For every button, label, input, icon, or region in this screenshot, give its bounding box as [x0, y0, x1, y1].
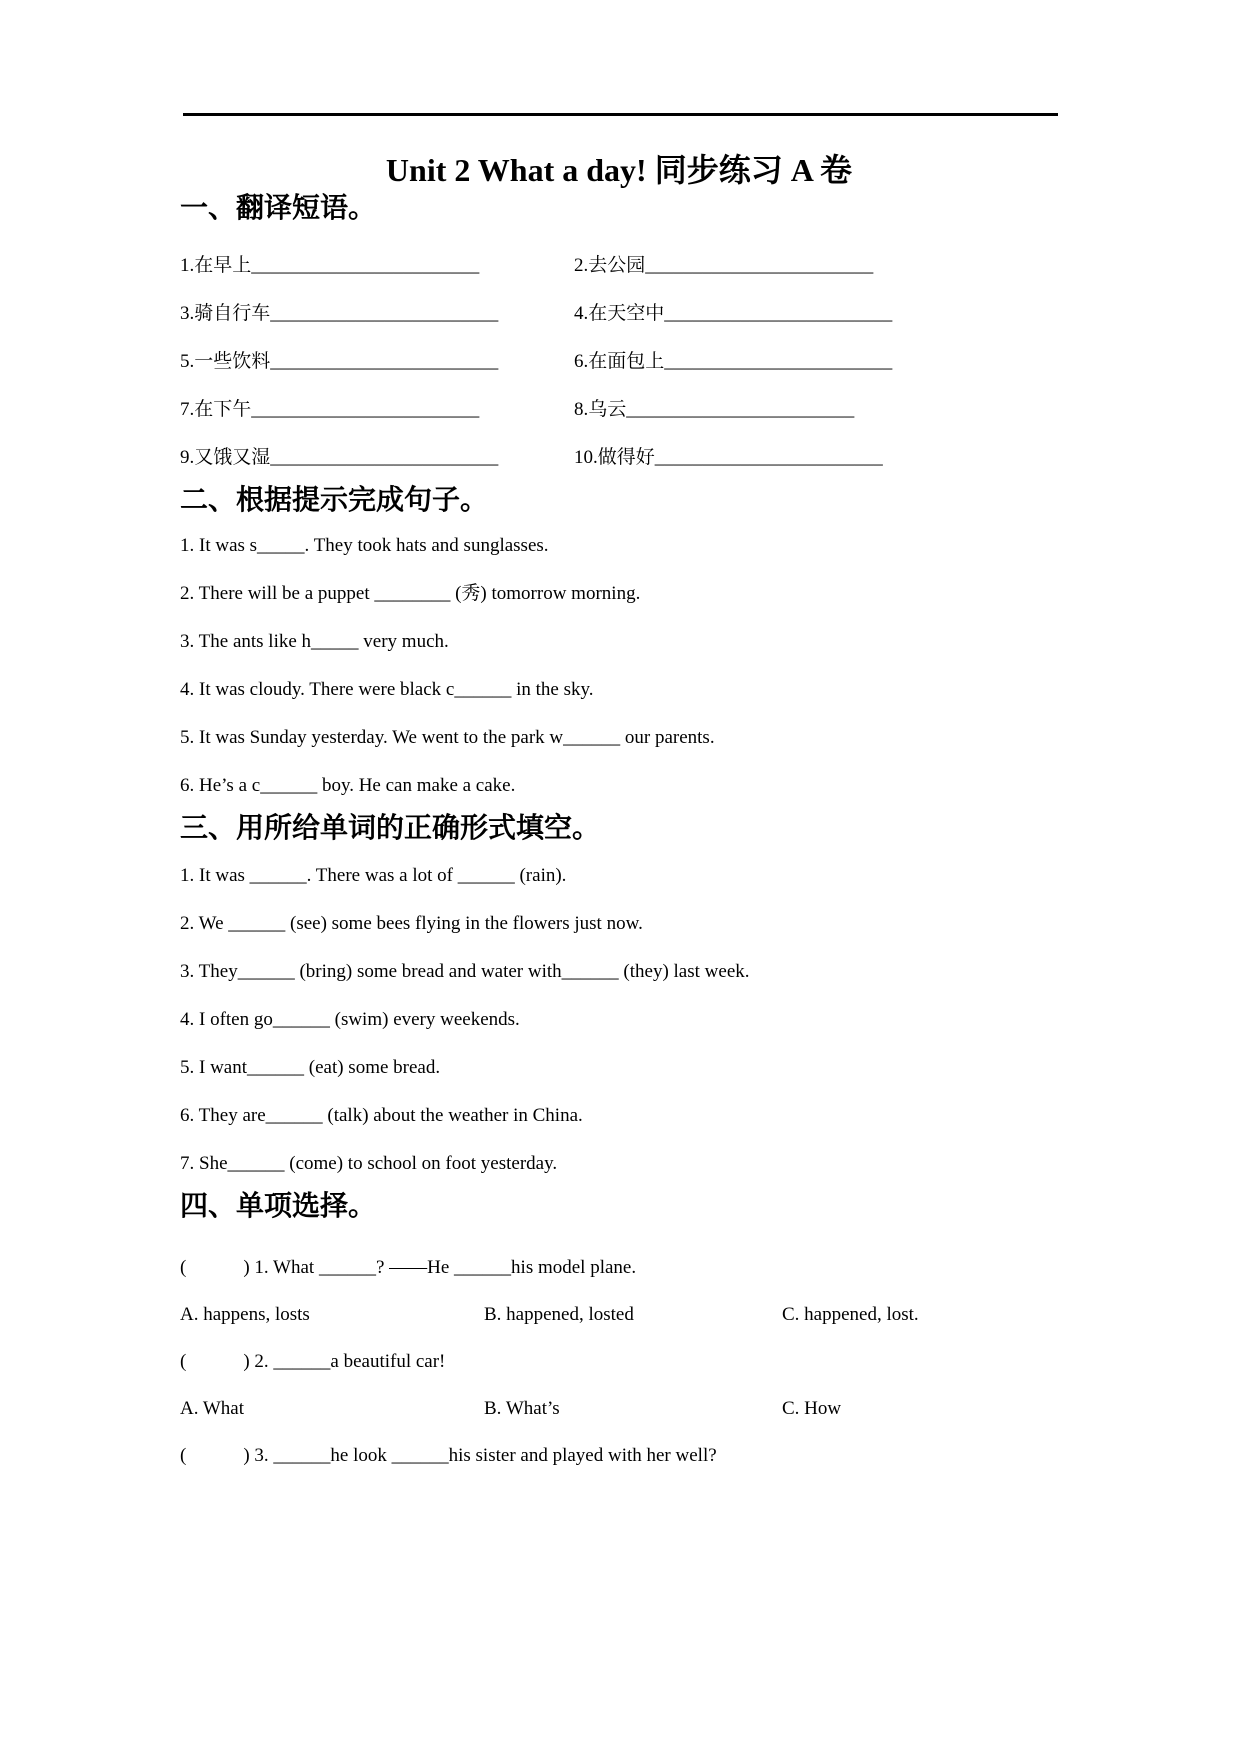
- choice-q1-option-a: A. happens, losts: [180, 1304, 310, 1325]
- choice-q2-option-a: A. What: [180, 1398, 245, 1419]
- complete-item-4: 4. It was cloudy. There were black c______ in the sky.: [180, 679, 594, 700]
- translate-item-2: 2.去公园________________________: [574, 255, 874, 276]
- page-title: Unit 2 What a day! 同步练习 A 卷: [385, 152, 853, 188]
- choice-question-1-stem: ( ) 1. What ______? ——He ______his model plane.: [180, 1257, 637, 1278]
- complete-item-3: 3. The ants like h_____ very much.: [180, 631, 449, 652]
- translate-item-10: 10.做得好________________________: [574, 447, 883, 468]
- section-fill-blanks: [180, 810, 1058, 1188]
- choice-q2-option-c: C. How: [782, 1398, 842, 1419]
- section-complete-sentences: [180, 482, 1058, 810]
- choice-questions: [180, 1244, 1058, 1479]
- choice-q1-option-b: B. happened, losted: [484, 1304, 634, 1325]
- section-translate-heading: 一、翻译短语。: [180, 191, 377, 224]
- translate-item-4: 4.在天空中________________________: [574, 303, 893, 324]
- choice-question-2-options: [180, 1385, 1058, 1432]
- complete-item-5: 5. It was Sunday yesterday. We went to the park w______ our parents.: [180, 727, 715, 748]
- translate-item-3: 3.骑自行车________________________: [180, 303, 499, 324]
- section-complete-heading: 二、根据提示完成句子。: [180, 483, 489, 516]
- fill-item-3: 3. They______ (bring) some bread and water with______ (they) last week.: [180, 961, 750, 982]
- section-translate: [180, 190, 1058, 482]
- choice-question-2-stem: ( ) 2. ______a beautiful car!: [180, 1351, 446, 1372]
- fill-items-list: [180, 852, 1058, 1188]
- header-rule: [183, 113, 1058, 116]
- fill-item-4: 4. I often go______ (swim) every weekends.: [180, 1009, 520, 1030]
- translate-item-5: 5.一些饮料________________________: [180, 351, 499, 372]
- choice-question-3-stem: ( ) 3. ______he look ______his sister and played with her well?: [180, 1445, 717, 1466]
- complete-item-1: 1. It was s_____. They took hats and sunglasses.: [180, 535, 549, 556]
- translate-item-6: 6.在面包上________________________: [574, 351, 893, 372]
- translate-item-8: 8.乌云________________________: [574, 399, 855, 420]
- section-fill-heading: 三、用所给单词的正确形式填空。: [180, 811, 601, 844]
- translate-item-7: 7.在下午________________________: [180, 399, 480, 420]
- section-multiple-choice: [180, 1188, 1058, 1479]
- choice-q1-option-c: C. happened, lost.: [782, 1304, 919, 1325]
- complete-items-list: [180, 522, 1058, 810]
- complete-item-2: 2. There will be a puppet ________ (秀) tomorrow morning.: [180, 583, 641, 604]
- section-choice-heading: 四、单项选择。: [180, 1189, 377, 1222]
- fill-item-1: 1. It was ______. There was a lot of ______ (rain).: [180, 865, 567, 886]
- choice-question-1-options: [180, 1291, 1058, 1338]
- translate-item-9: 9.又饿又湿________________________: [180, 447, 499, 468]
- choice-q2-option-b: B. What’s: [484, 1398, 560, 1419]
- fill-item-5: 5. I want______ (eat) some bread.: [180, 1057, 441, 1078]
- complete-item-6: 6. He’s a c______ boy. He can make a cake.: [180, 775, 516, 796]
- fill-item-6: 6. They are______ (talk) about the weather in China.: [180, 1105, 583, 1126]
- fill-item-7: 7. She______ (come) to school on foot yesterday.: [180, 1153, 558, 1174]
- translate-items-grid: [180, 242, 1058, 482]
- fill-item-2: 2. We ______ (see) some bees flying in the flowers just now.: [180, 913, 643, 934]
- translate-item-1: 1.在早上________________________: [180, 255, 480, 276]
